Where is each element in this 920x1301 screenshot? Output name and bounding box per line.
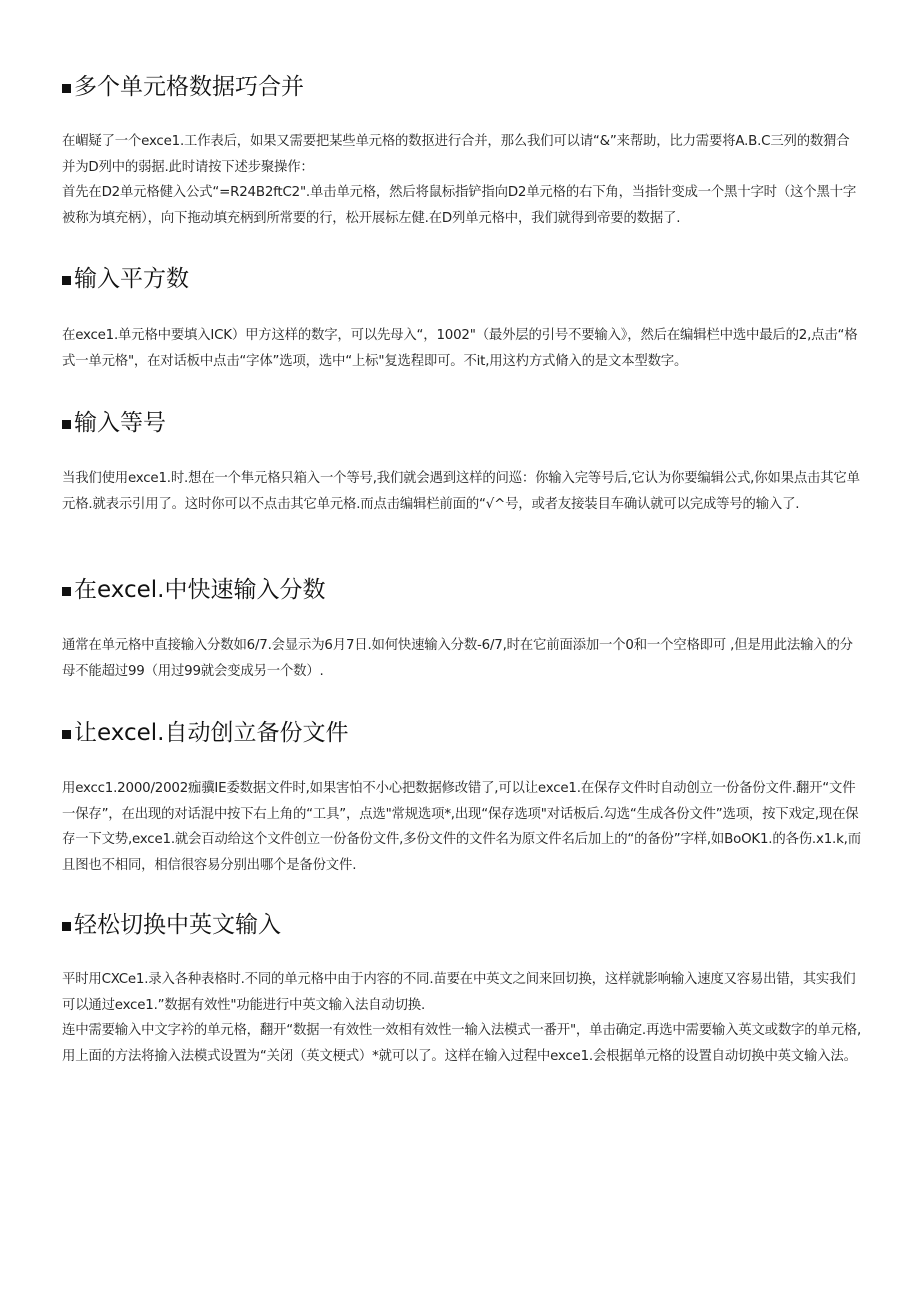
bullet-square-icon bbox=[62, 420, 71, 429]
section-square-numbers bbox=[62, 264, 862, 369]
paragraph: 在嵋疑了一个exce1.工作表后，如果又需要把某些单元格的数抠进行合并，那么我们可以请“&”来帮助，比力需要将A.B.C三列的数猬合并为D列中的弱据.此时请按下述步聚操作： bbox=[62, 134, 850, 175]
section-body bbox=[62, 967, 862, 1069]
paragraph: 用excc1.2000∕2002痂骥IE委数据文件时,如果害怕不小心把数据修改错了,可以让exce1.在保存文件时自动创立一份备份文件.翻开“文件一保存”，在出现的对话混中按下右上角的“工具”，点选"常规选项*,出现“保存选项"对话板后.勾选“生成各份文件”选项，按下戏定,现在保存一下文势,exce1.就会百动给这个文件创立一份备份文件,多份文件的文件名为原文件名后加上的“的备份”字样,如BoOK1.的各伤.x1.k,而且图也不相同，相信很容易分别出哪个是备份文件. bbox=[62, 781, 861, 873]
section-body bbox=[62, 633, 862, 684]
section-merge-cells bbox=[62, 72, 862, 226]
paragraph: 首先在D2单元格健入公式“=R24B2ftC2".单击单元格，然后将鼠标指铲指向D2单元格的右下角，当指针变成一个黑十字时（这个黑十字被称为填充柄），向下拖动填充柄到所常要的行，松开展标左健.在D列单元格中，我们就得到帝要的数据了. bbox=[62, 185, 857, 226]
paragraph: 通常在单元格中直接输入分数如6/7.会显示为6月7日.如何快速输入分数-6/7,时在它前面添加一个0和一个空格即可 ,但是用此法输入的分母不能超过99（用过99就会变成另一个数）. bbox=[62, 638, 853, 679]
section-heading-text: 轻松切换中英文输入 bbox=[74, 912, 281, 938]
section-heading-text: 多个单元格数据巧合并 bbox=[74, 74, 304, 100]
section-heading-text: 输入等号 bbox=[74, 410, 166, 436]
section-heading bbox=[62, 910, 862, 940]
paragraph: 平时用CXCe1.录入各种表格时.不同的单元格中由于内容的不同.苗要在中英文之间来回切换，这样就影响输入速度又容易出错，其实我们可以通过exce1.”数据有效性"功能进行中英文输入法自动切换. bbox=[62, 972, 856, 1013]
section-heading-text: 输入平方数 bbox=[74, 266, 189, 292]
section-heading bbox=[62, 408, 862, 438]
section-heading-text: 在excel.中快速输入分数 bbox=[74, 577, 326, 603]
section-heading bbox=[62, 718, 862, 748]
section-heading bbox=[62, 72, 862, 102]
bullet-square-icon bbox=[62, 922, 71, 931]
paragraph: 当我们使用exce1.时.想在一个隼元格只箱入一个等号,我们就会遇到这样的问巡：你输入完等号后,它认为你要编辑公式,你如果点击其它单元格.就表示引用了。这时你可以不点击其它单元格.而点击编辑栏前面的“√^号，或者友接装目车确认就可以完成等号的输入了. bbox=[62, 471, 860, 512]
bullet-square-icon bbox=[62, 730, 71, 739]
section-body bbox=[62, 776, 862, 878]
bullet-square-icon bbox=[62, 587, 71, 596]
section-backup-files bbox=[62, 718, 862, 873]
section-ime-switch bbox=[62, 910, 862, 1064]
section-body bbox=[62, 466, 862, 517]
section-fractions bbox=[62, 575, 862, 679]
section-body bbox=[62, 323, 862, 374]
section-equal-sign bbox=[62, 408, 862, 512]
section-body bbox=[62, 129, 862, 231]
section-heading bbox=[62, 264, 862, 294]
section-heading bbox=[62, 575, 862, 605]
bullet-square-icon bbox=[62, 276, 71, 285]
bullet-square-icon bbox=[62, 84, 71, 93]
paragraph: 在exce1.单元格中要填入ICK）甲方这样的数字，可以先母入“，1002"（最外层的引号不要输入》，然后在编辑栏中选中最后的2,点击“格式一单元格"，在对话板中点击“字体”选项，选中“上标"复选程即可。不it,用这杓方式脩入的是文本型数字。 bbox=[62, 328, 858, 369]
paragraph: 连中需要输入中文字衿的单元格，翻开“数据一有效性一效相有效性一输入法模式一番开"，单击确定.再选中需要输入英文或数字的单元格,用上面的方法将揄入法模式设置为“关闭（英文梗式）*就可以了。这样在输入过程中exce1.会根据单元格的设置自动切换中英文输入法。 bbox=[62, 1023, 862, 1064]
section-heading-text: 让excel.自动创立备份文件 bbox=[74, 720, 349, 746]
